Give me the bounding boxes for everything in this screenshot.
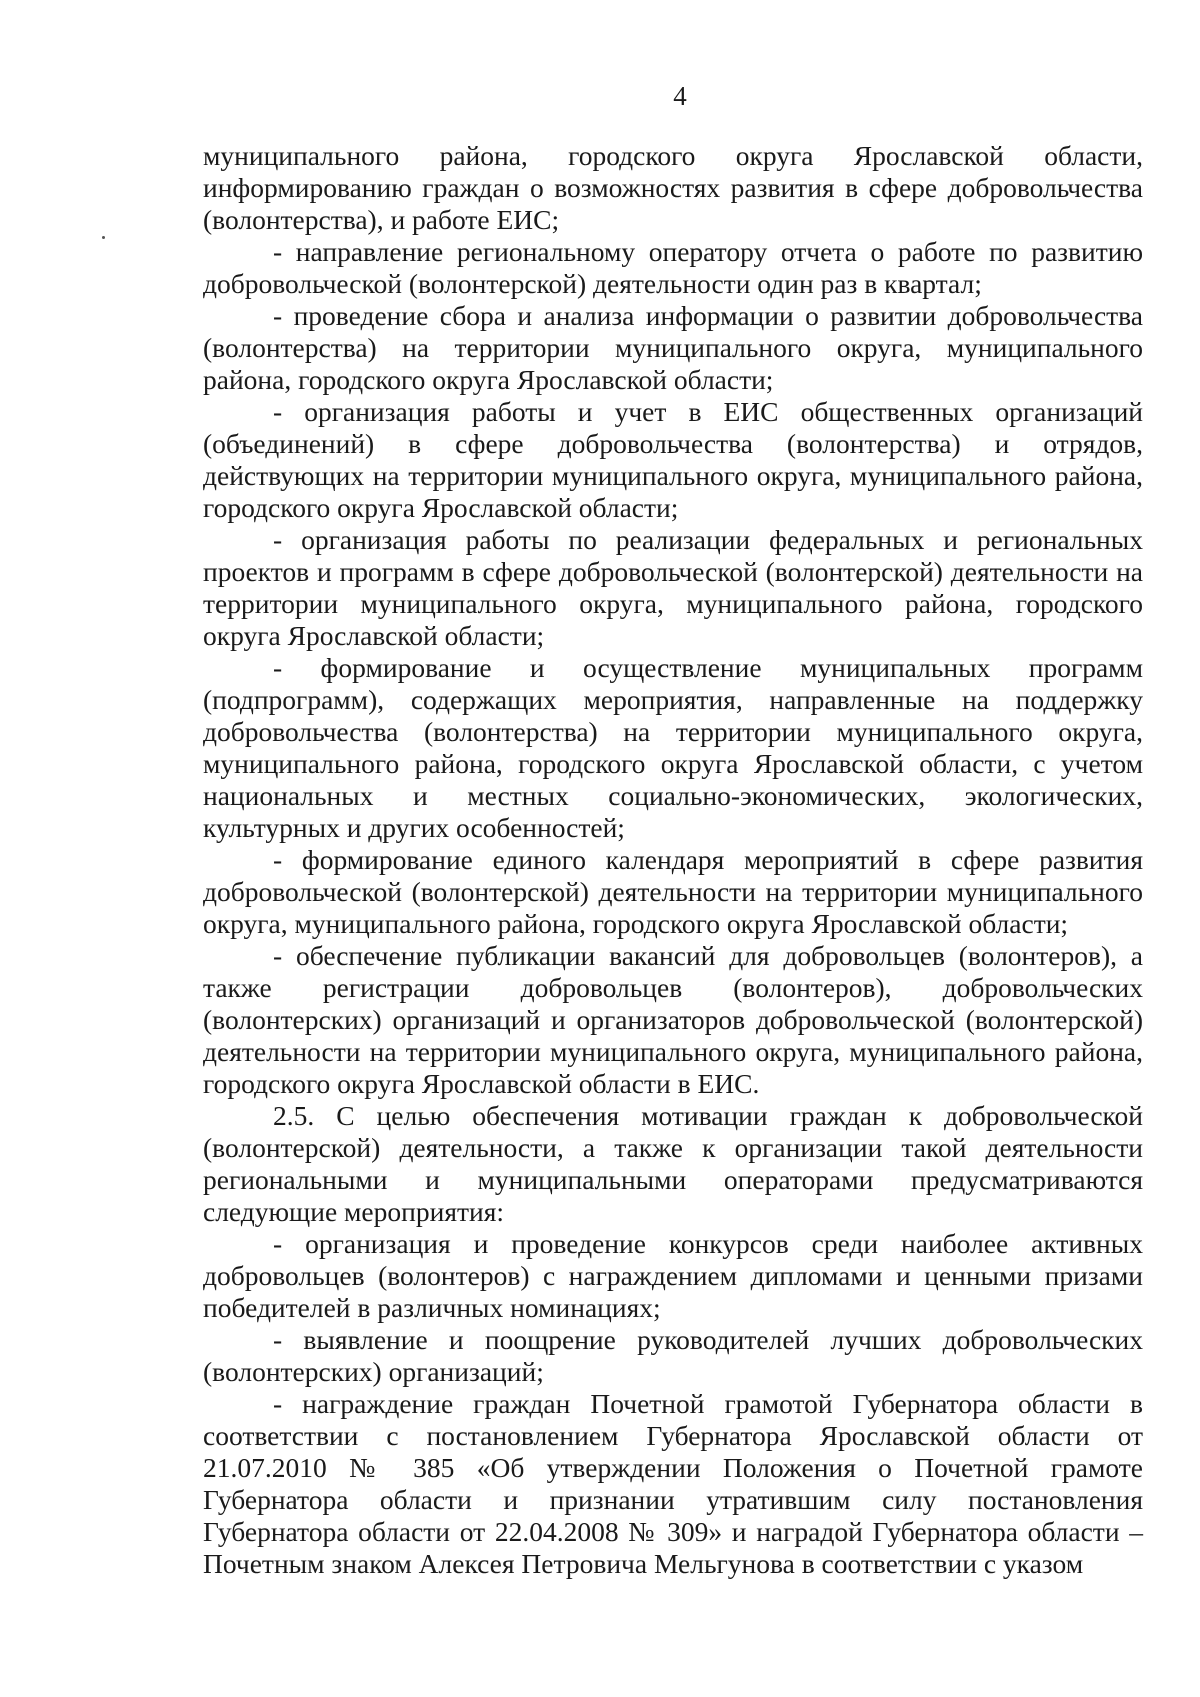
paragraph: муниципального района, городского округа Ярославской области, информированию граждан о возможностях развития в сфере добровольчества (волонтерства), и работе ЕИС; <box>203 140 1143 235</box>
section-paragraph: 2.5. С целью обеспечения мотивации граждан к добровольческой (волонтерской) деятельности, а также к организации такой деятельности региональными и муниципальными операторами предусматриваются следующие мероприятия: <box>203 1100 1143 1227</box>
list-item: - организация работы и учет в ЕИС общественных организаций (объединений) в сфере добровольчества (волонтерства) и отрядов, действующих на территории муниципального округа, муниципального района, городского округа Ярославской области; <box>203 396 1143 523</box>
list-item: - награждение граждан Почетной грамотой Губернатора области в соответствии с постановлением Губернатора Ярославской области от 21.07.2010 № 385 «Об утверждении Положения о Почетной грамоте Губернатора области и признании утратившим силу постановления Губернатора области от 22.04.2008 № 309» и наградой Губернатора области – Почетным знаком Алексея Петровича Мельгунова в соответствии с указом <box>203 1388 1143 1579</box>
list-item: - формирование и осуществление муниципальных программ (подпрограмм), содержащих мероприятия, направленные на поддержку добровольчества (волонтерства) на территории муниципального округа, муниципального района, городского округа Ярославской области, с учетом национальных и местных социально-экономических, экологических, культурных и других особенностей; <box>203 652 1143 843</box>
list-item: - организация и проведение конкурсов среди наиболее активных добровольцев (волонтеров) с награждением дипломами и ценными призами победителей в различных номинациях; <box>203 1228 1143 1323</box>
list-item: - организация работы по реализации федеральных и региональных проектов и программ в сфере добровольческой (волонтерской) деятельности на территории муниципального округа, муниципального района, городского округа Ярославской области; <box>203 524 1143 651</box>
document-body <box>203 140 1143 1580</box>
scan-speck <box>102 236 105 239</box>
page-number: 4 <box>673 81 687 111</box>
list-item: - формирование единого календаря мероприятий в сфере развития добровольческой (волонтерской) деятельности на территории муниципального округа, муниципального района, городского округа Ярославской области; <box>203 844 1143 939</box>
list-item: - выявление и поощрение руководителей лучших добровольческих (волонтерских) организаций; <box>203 1324 1143 1387</box>
list-item: - проведение сбора и анализа информации о развитии добровольчества (волонтерства) на территории муниципального округа, муниципального района, городского округа Ярославской области; <box>203 300 1143 395</box>
list-item: - направление региональному оператору отчета о работе по развитию добровольческой (волонтерской) деятельности один раз в квартал; <box>203 236 1143 299</box>
list-item: - обеспечение публикации вакансий для добровольцев (волонтеров), а также регистрации добровольцев (волонтеров), добровольческих (волонтерских) организаций и организаторов добровольческой (волонтерской) деятельности на территории муниципального округа, муниципального района, городского округа Ярославской области в ЕИС. <box>203 940 1143 1099</box>
